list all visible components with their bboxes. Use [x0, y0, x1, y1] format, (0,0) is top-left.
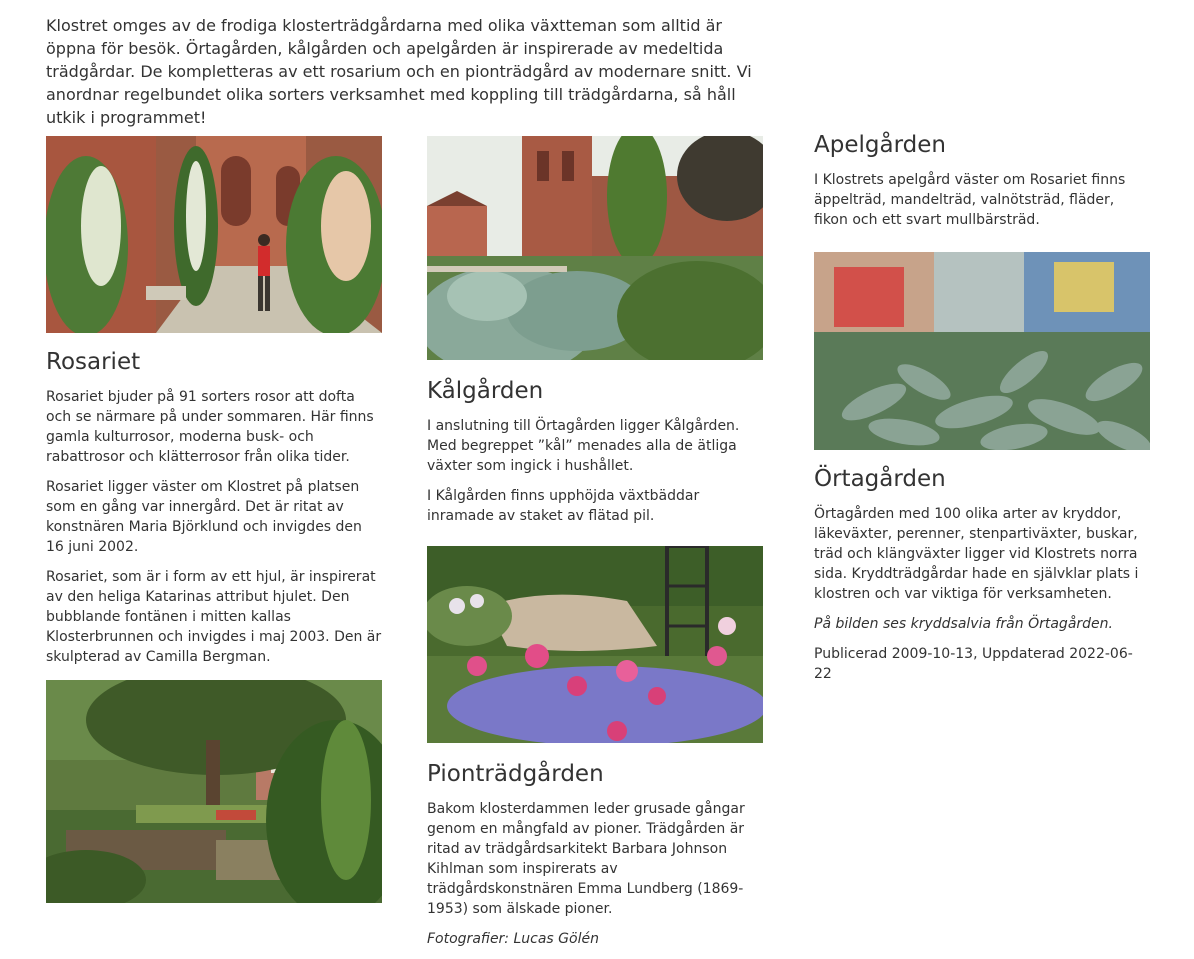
intro-text: Klostret omges av de frodiga klosterträdgårdarna med olika växtteman som alltid är öppna för besök. Örtagården, kålgården och apelgården är inspirerade av medeltida trädgårdar. De kompletteras av ett rosarium och en pionträdgård av modernare snitt. Vi anordnar regelbundet olika sorters verksamhet med koppling till trädgårdarna, så håll utkik i programmet!: [46, 16, 752, 127]
ortagarden-title: Örtagården: [814, 466, 946, 492]
publish-date: Publicerad 2009-10-13, Uppdaterad 2022-06-22: [814, 646, 1133, 682]
ortagarden-paragraph: Örtagården med 100 olika arter av kryddor, läkeväxter, perenner, stenpartiväxter, buskar, träd och klängväxter ligger vid Klostrets norra sida. Kryddträdgårdar hade en självklar plats i klostren och var viktiga för verksamheten.: [814, 506, 1139, 602]
kalgarden-paragraph: I anslutning till Örtagården ligger Kålgården. Med begreppet ”kål” menades alla de ätliga växter som ingick i hushållet.: [427, 418, 740, 474]
piontradgarden-title: Pionträdgården: [427, 761, 604, 787]
rosariet-paragraph: Rosariet, som är i form av ett hjul, är inspirerat av den heliga Katarinas attribut hjulet. Den bubblande fontänen i mitten kallas Klosterbrunnen och invigdes i maj 2003. Den är skulpterad av Camilla Bergman.: [46, 569, 382, 665]
photo-caption: På bilden ses kryddsalvia från Örtagården.: [814, 616, 1113, 632]
apelgarden-title: Apelgården: [814, 132, 946, 158]
piontradgarden-photo: [427, 546, 763, 743]
kalgarden-photo: [427, 136, 763, 360]
column-rosariet: [46, 136, 382, 903]
rosariet-title: Rosariet: [46, 349, 141, 375]
rosariet-photo: [46, 136, 382, 333]
column-apelgarden: [814, 130, 1150, 694]
photo-credit: Fotografier: Lucas Gölén: [427, 931, 599, 947]
rosariet-paragraph: Rosariet bjuder på 91 sorters rosor att dofta och se närmare på under sommaren. Här finns gamla kulturrosor, moderna busk- och rabattrosor och klätterrosor från olika tider.: [46, 389, 374, 465]
kalgarden-paragraph: I Kålgården finns upphöjda växtbäddar inramade av staket av flätad pil.: [427, 488, 700, 524]
apelgarden-paragraph: I Klostrets apelgård väster om Rosariet finns äppelträd, mandelträd, valnötsträd, fläder, fikon och ett svart mullbärsträd.: [814, 172, 1126, 228]
column-kalgarden: [427, 136, 763, 959]
kalgarden-title: Kålgården: [427, 378, 544, 404]
piontradgarden-paragraph: Bakom klosterdammen leder grusade gångar genom en mångfald av pioner. Trädgården är ritad av trädgårdsarkitekt Barbara Johnson Kihlman som inspirerats av trädgårdskonstnären Emma Lundberg (1869-1953) som älskade pioner.: [427, 801, 745, 917]
garden-photo: [46, 680, 382, 903]
ortagarden-photo: [814, 252, 1150, 450]
rosariet-paragraph: Rosariet ligger väster om Klostret på platsen som en gång var innergård. Det är ritat av konstnären Maria Björklund och invigdes den 16 juni 2002.: [46, 479, 362, 555]
